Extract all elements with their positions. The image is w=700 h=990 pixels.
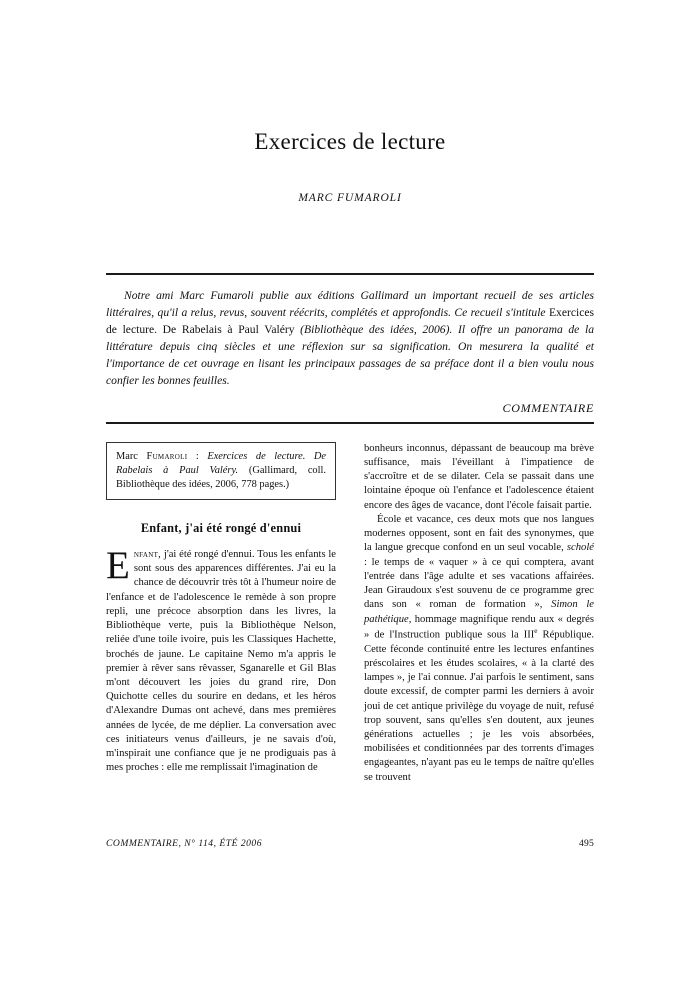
citation-author-last: Fumaroli bbox=[146, 450, 188, 462]
citation-publication: (Gallimard, coll. Bibliothèque des idées, 2006, 778 pages.) bbox=[116, 464, 326, 491]
para2-segment-a: École et vacance, ces deux mots que nos langues modernes opposent, sont en fait des synonymes, que la langue grecque confond en un seul vocable, bbox=[364, 513, 594, 554]
page-title: Exercices de lecture bbox=[254, 129, 446, 154]
right-column bbox=[364, 442, 594, 785]
right-column-paragraph-1: bonheurs inconnus, dépassant de beaucoup ma brève suffisance, mais l'éveillant à l'impatience de s'accroître et de se dilater. Cela se passait dans une lointaine époque où l'enfance et l'adolescence étaient encore des âges de vacance, dont l'école faisait partie. bbox=[364, 442, 594, 511]
divider-top bbox=[106, 273, 594, 275]
para2-segment-b: : le temps de « vaquer » à ce qui comptera, avant l'entrée dans l'âge adulte et ses vacations affairées. Jean Giraudoux s'est souvenu de ce programme grec dans son « roman de formation », bbox=[364, 556, 594, 611]
greek-term-schole: scholé bbox=[566, 542, 594, 554]
left-column-paragraph bbox=[106, 543, 336, 776]
article-author: MARC FUMAROLI bbox=[298, 191, 402, 204]
footer-journal-info: COMMENTAIRE, N° 114, ÉTÉ 2006 bbox=[106, 838, 263, 849]
lead-small-caps: nfant, bbox=[133, 548, 162, 560]
footer-page-number: 495 bbox=[579, 838, 594, 849]
citation-author-first: Marc bbox=[116, 450, 147, 462]
page-footer bbox=[106, 838, 594, 849]
title-block bbox=[106, 0, 594, 204]
intro-text-part1: Notre ami Marc Fumaroli publie aux éditions Gallimard un important recueil de ses articles littéraires, qu'il a relus, revus, souvent réécrits, complétés et approfondis. Ce recueil s'intitule bbox=[106, 288, 594, 319]
left-column bbox=[106, 442, 336, 785]
ordinal-superscript: e bbox=[534, 626, 538, 635]
intro-book-title: Exercices de lecture. De Rabelais à Paul Valéry bbox=[106, 305, 594, 336]
section-heading: Enfant, j'ai été rongé d'ennui bbox=[140, 521, 302, 536]
intro-paragraph bbox=[106, 287, 594, 389]
divider-bottom bbox=[106, 422, 594, 424]
left-column-body-text: j'ai été rongé d'ennui. Tous les enfants le sont sous des apparences différentes. J'ai eu la chance de découvrir très tôt à l'humeur noire de l'enfance et de l'adolescence le remède à son propre repli, une précoce absorption dans les livres, la Bibliothèque verte, puis la Bibliothèque Nelson, reliée d'une toile ivoire, puis les Classiques Hachette, brochés de jaune. Le capitaine Nemo m'a appris le premier à rêver sans rêvasser, Sganarelle et Gil Blas m'ont découvert les joies du grand rire, Don Quichotte celles du sourire en dedans, et les héros d'Alexandre Dumas ont achevé, dans mes premières années de lycée, de me déplier. La conversation avec ces initiateurs venus d'ailleurs, je ne savais d'où, m'inspirait une confiance que je ne prodiguais pas à mes proches : elle me remplissait l'imagination de bbox=[106, 548, 336, 774]
drop-cap: E bbox=[106, 543, 130, 587]
para2-segment-c: , hommage magnifique rendu aux « degrés » de l'Instruction publique sous la III bbox=[364, 613, 594, 641]
book-citation-box bbox=[106, 442, 336, 500]
commentaire-signature: COMMENTAIRE bbox=[502, 400, 594, 415]
intro-text-part2: (Bibliothèque des idées, 2006). Il offre un panorama de la littérature depuis cinq siècles et une réflexion sur sa signification. On mesurera la qualité et l'importance de cet ouvrage en lisant les principaux passages de sa préface dont il a bien voulu nous confier les bonnes feuilles. bbox=[106, 322, 594, 387]
citation-book-title: Exercices de lecture. De Rabelais à Paul Valéry. bbox=[116, 450, 326, 476]
citation-separator: : bbox=[187, 450, 208, 462]
para2-segment-d: République. Cette féconde continuité entre les lectures enfantines préscolaires et les études scolaires, « à la clarté des lampes », je l'ai connue. J'ai parfois le sentiment, sans doute excessif, de compter parmi les derniers à avoir joui de cet antique privilège du voyage de nuit, refusé trop souvent, sans qu'elles s'en doutent, aux jeunes générations actuelles ; je les vois absorbées, mobilisées et conditionnées par des torrents d'images engageantes, n'ayant pas eu le temps de naître qu'elles se trouvent bbox=[364, 629, 595, 783]
body-columns bbox=[106, 442, 594, 785]
book-title-simon-le-pathetique: Simon le pathétique bbox=[364, 599, 594, 625]
right-column-paragraph-2 bbox=[364, 513, 594, 785]
